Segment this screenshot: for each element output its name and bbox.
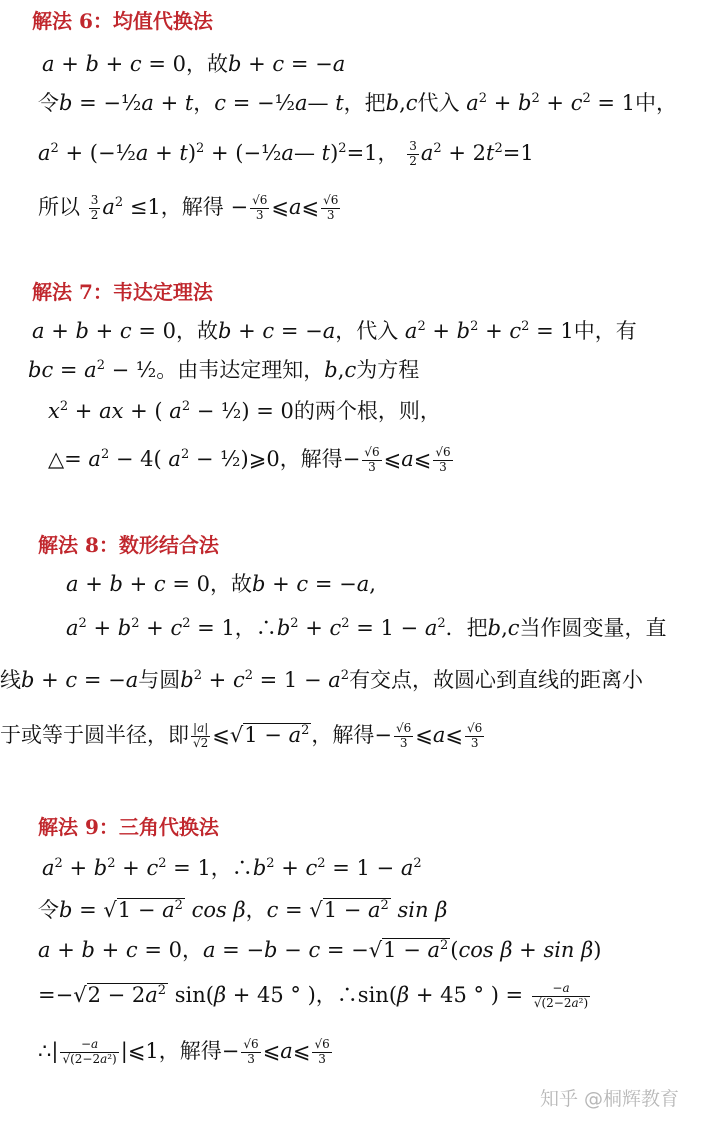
m6-line-3: $a^2$ + (−½a + t)$^2$ + (−½a— t)$^2$=1， $\frac{3}{2}$ $a^2 + 2t^2=1$: [38, 139, 534, 168]
m9-line-3: a + b + c = 0，$a = -b - c = -√1 - a^2(\cos$ β + sin β): [38, 938, 602, 962]
m9-line-1: $a^2 + b^2 + c^2 = 1$，$\therefore b^2 + c^2 = 1 - a^2$: [42, 856, 422, 880]
method-9-heading: 解法 9：三角代换法: [38, 815, 219, 839]
m7-line-3: $x^2$ + ax + ( $a^2$ − ½) = 0的两个根，则，: [48, 399, 441, 423]
m8-line-3: 线b + c = −a与圆$b^2 + c^2 = 1 - a^2$有交点，故圆心到直线的距离小: [0, 668, 644, 692]
method-7-heading: 解法 7：韦达定理法: [32, 280, 213, 304]
m7-line-1: a + b + c = 0，故b + c = −a，代入 $a^2 + b^2 + c^2 = 1$中，有: [32, 319, 637, 343]
m7-line-4: △= $a^2 - 4$( $a^2$ − ½)⩾0，解得− $\frac{√6}{3}$ ⩽a⩽ $\frac{√6}{3}$: [48, 445, 451, 474]
m8-line-4: 于或等于圆半径，即 $\frac{|a|}{√2}$ ⩽√1 − $a^2$，解得− $\frac{√6}{3}$ ⩽a⩽ $\frac{√6}{3}$: [0, 721, 483, 750]
m6-line-1: a + b + c = 0，故b + c = −a: [42, 52, 346, 76]
method-6-heading: 解法 6：均值代换法: [32, 9, 213, 33]
method-8-heading: 解法 8：数形结合法: [38, 533, 219, 557]
m6-line-4: 所以 $\frac{3}{2}$ $a^2 \le 1$，解得 − $\frac{√6}{3}$ ⩽a⩽ $\frac{√6}{3}$: [38, 193, 339, 222]
m6-line-2: 令b = −½a + t，c = −½a— t，把b,c代入 $a^2 + b^2 + c^2 = 1$中，: [38, 91, 678, 115]
m7-line-2: bc = $a^2$ − ½。由韦达定理知，b,c为方程: [28, 358, 420, 382]
m9-line-2: 令$b = √1 - a^2$ cos β，$c = √1 - a^2$ sin β: [38, 898, 448, 922]
m8-line-2: $a^2 + b^2 + c^2 = 1$，$\therefore b^2 + c^2 = 1 - a^2$．把b,c当作圆变量，直: [66, 616, 667, 640]
zhihu-watermark: 知乎 @桐辉教育: [540, 1088, 680, 1110]
m8-line-1: a + b + c = 0，故b + c = −a,: [66, 572, 376, 596]
m9-line-5: ∴| $\frac{-a}{\text{√(2−2a²)}}$ |⩽1，解得− $\frac{√6}{3}$ ⩽a⩽ $\frac{√6}{3}$: [38, 1037, 330, 1066]
m9-line-4: $=-√2 - 2a^2$ sin(β + 45 ° )，∴sin(β + 45 ° ) = $\frac{-a}{\text{√(2−2a²)}}$: [38, 981, 589, 1010]
